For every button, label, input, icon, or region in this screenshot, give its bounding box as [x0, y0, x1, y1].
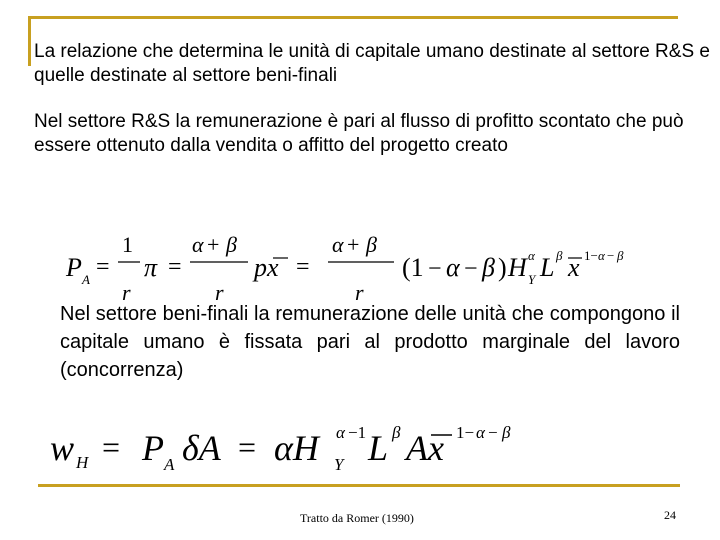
svg-text:r: r	[122, 280, 131, 305]
svg-text:A: A	[82, 272, 90, 287]
svg-text:+: +	[347, 232, 360, 257]
decorative-left-rule	[28, 16, 31, 66]
svg-text:β: β	[226, 232, 237, 257]
svg-text:α: α	[192, 232, 204, 257]
decorative-top-rule	[28, 16, 678, 19]
svg-text:1: 1	[122, 232, 133, 257]
svg-text:π: π	[144, 253, 158, 282]
svg-text:αH: αH	[274, 428, 319, 468]
svg-text:β: β	[392, 423, 401, 442]
svg-text:α: α	[528, 248, 535, 263]
svg-text:α: α	[476, 423, 485, 442]
paragraph-beni-finali: Nel settore beni-finali la remunerazione delle unità che compongono il capitale umano è fissata pari al prodotto marginale del lavoro (concorrenza)	[60, 303, 680, 381]
svg-text:H: H	[76, 453, 89, 472]
equation-pa	[62, 228, 682, 308]
svg-text:−: −	[464, 256, 478, 282]
svg-text:w: w	[50, 428, 75, 468]
svg-text:β: β	[502, 423, 511, 442]
svg-text:1−: 1−	[456, 423, 475, 442]
page-number: 24	[664, 508, 676, 522]
svg-text:α: α	[332, 232, 344, 257]
svg-text:−1: −1	[348, 423, 367, 442]
svg-text:Y: Y	[528, 272, 536, 287]
svg-text:): )	[498, 253, 507, 282]
svg-text:δA: δA	[182, 428, 221, 468]
decorative-bottom-rule	[38, 484, 680, 487]
equation-wh	[46, 412, 606, 478]
svg-text:Ax: Ax	[406, 428, 444, 468]
footer-source: Tratto da Romer (1990)	[300, 511, 414, 525]
svg-text:x: x	[568, 253, 580, 282]
svg-text:A: A	[164, 455, 175, 474]
svg-text:−: −	[488, 423, 498, 442]
svg-text:1−: 1−	[584, 248, 598, 263]
svg-text:α: α	[446, 253, 460, 282]
svg-text:=: =	[238, 429, 257, 465]
svg-text:Y: Y	[334, 455, 344, 474]
svg-text:L: L	[540, 253, 555, 282]
svg-text:=: =	[296, 254, 310, 280]
svg-text:=: =	[102, 429, 121, 465]
svg-text:β: β	[617, 248, 624, 263]
paragraph-settore-rs: Nel settore R&S la remunerazione è pari al flusso di profitto scontato che può essere ottenuto dalla vendita o affitto del progetto creato	[34, 111, 684, 156]
svg-text:r: r	[215, 280, 224, 305]
svg-text:−: −	[607, 248, 615, 263]
svg-text:α: α	[598, 248, 605, 263]
svg-text:H: H	[508, 253, 527, 282]
svg-text:−: −	[428, 256, 442, 282]
svg-text:L: L	[368, 428, 389, 468]
svg-text:=: =	[168, 254, 182, 280]
svg-text:P: P	[142, 428, 164, 468]
svg-text:β: β	[366, 232, 377, 257]
svg-text:P: P	[66, 253, 82, 282]
svg-text:β: β	[482, 253, 495, 282]
svg-text:(1: (1	[402, 253, 424, 282]
svg-text:+: +	[207, 232, 220, 257]
svg-text:α: α	[336, 423, 345, 442]
svg-text:=: =	[96, 254, 110, 280]
svg-text:r: r	[355, 280, 364, 305]
svg-text:px: px	[254, 253, 279, 282]
paragraph-relazione: La relazione che determina le unità di capitale umano destinate al settore R&S e quelle destinate al settore beni-finali	[34, 41, 710, 86]
svg-text:β: β	[556, 248, 563, 263]
